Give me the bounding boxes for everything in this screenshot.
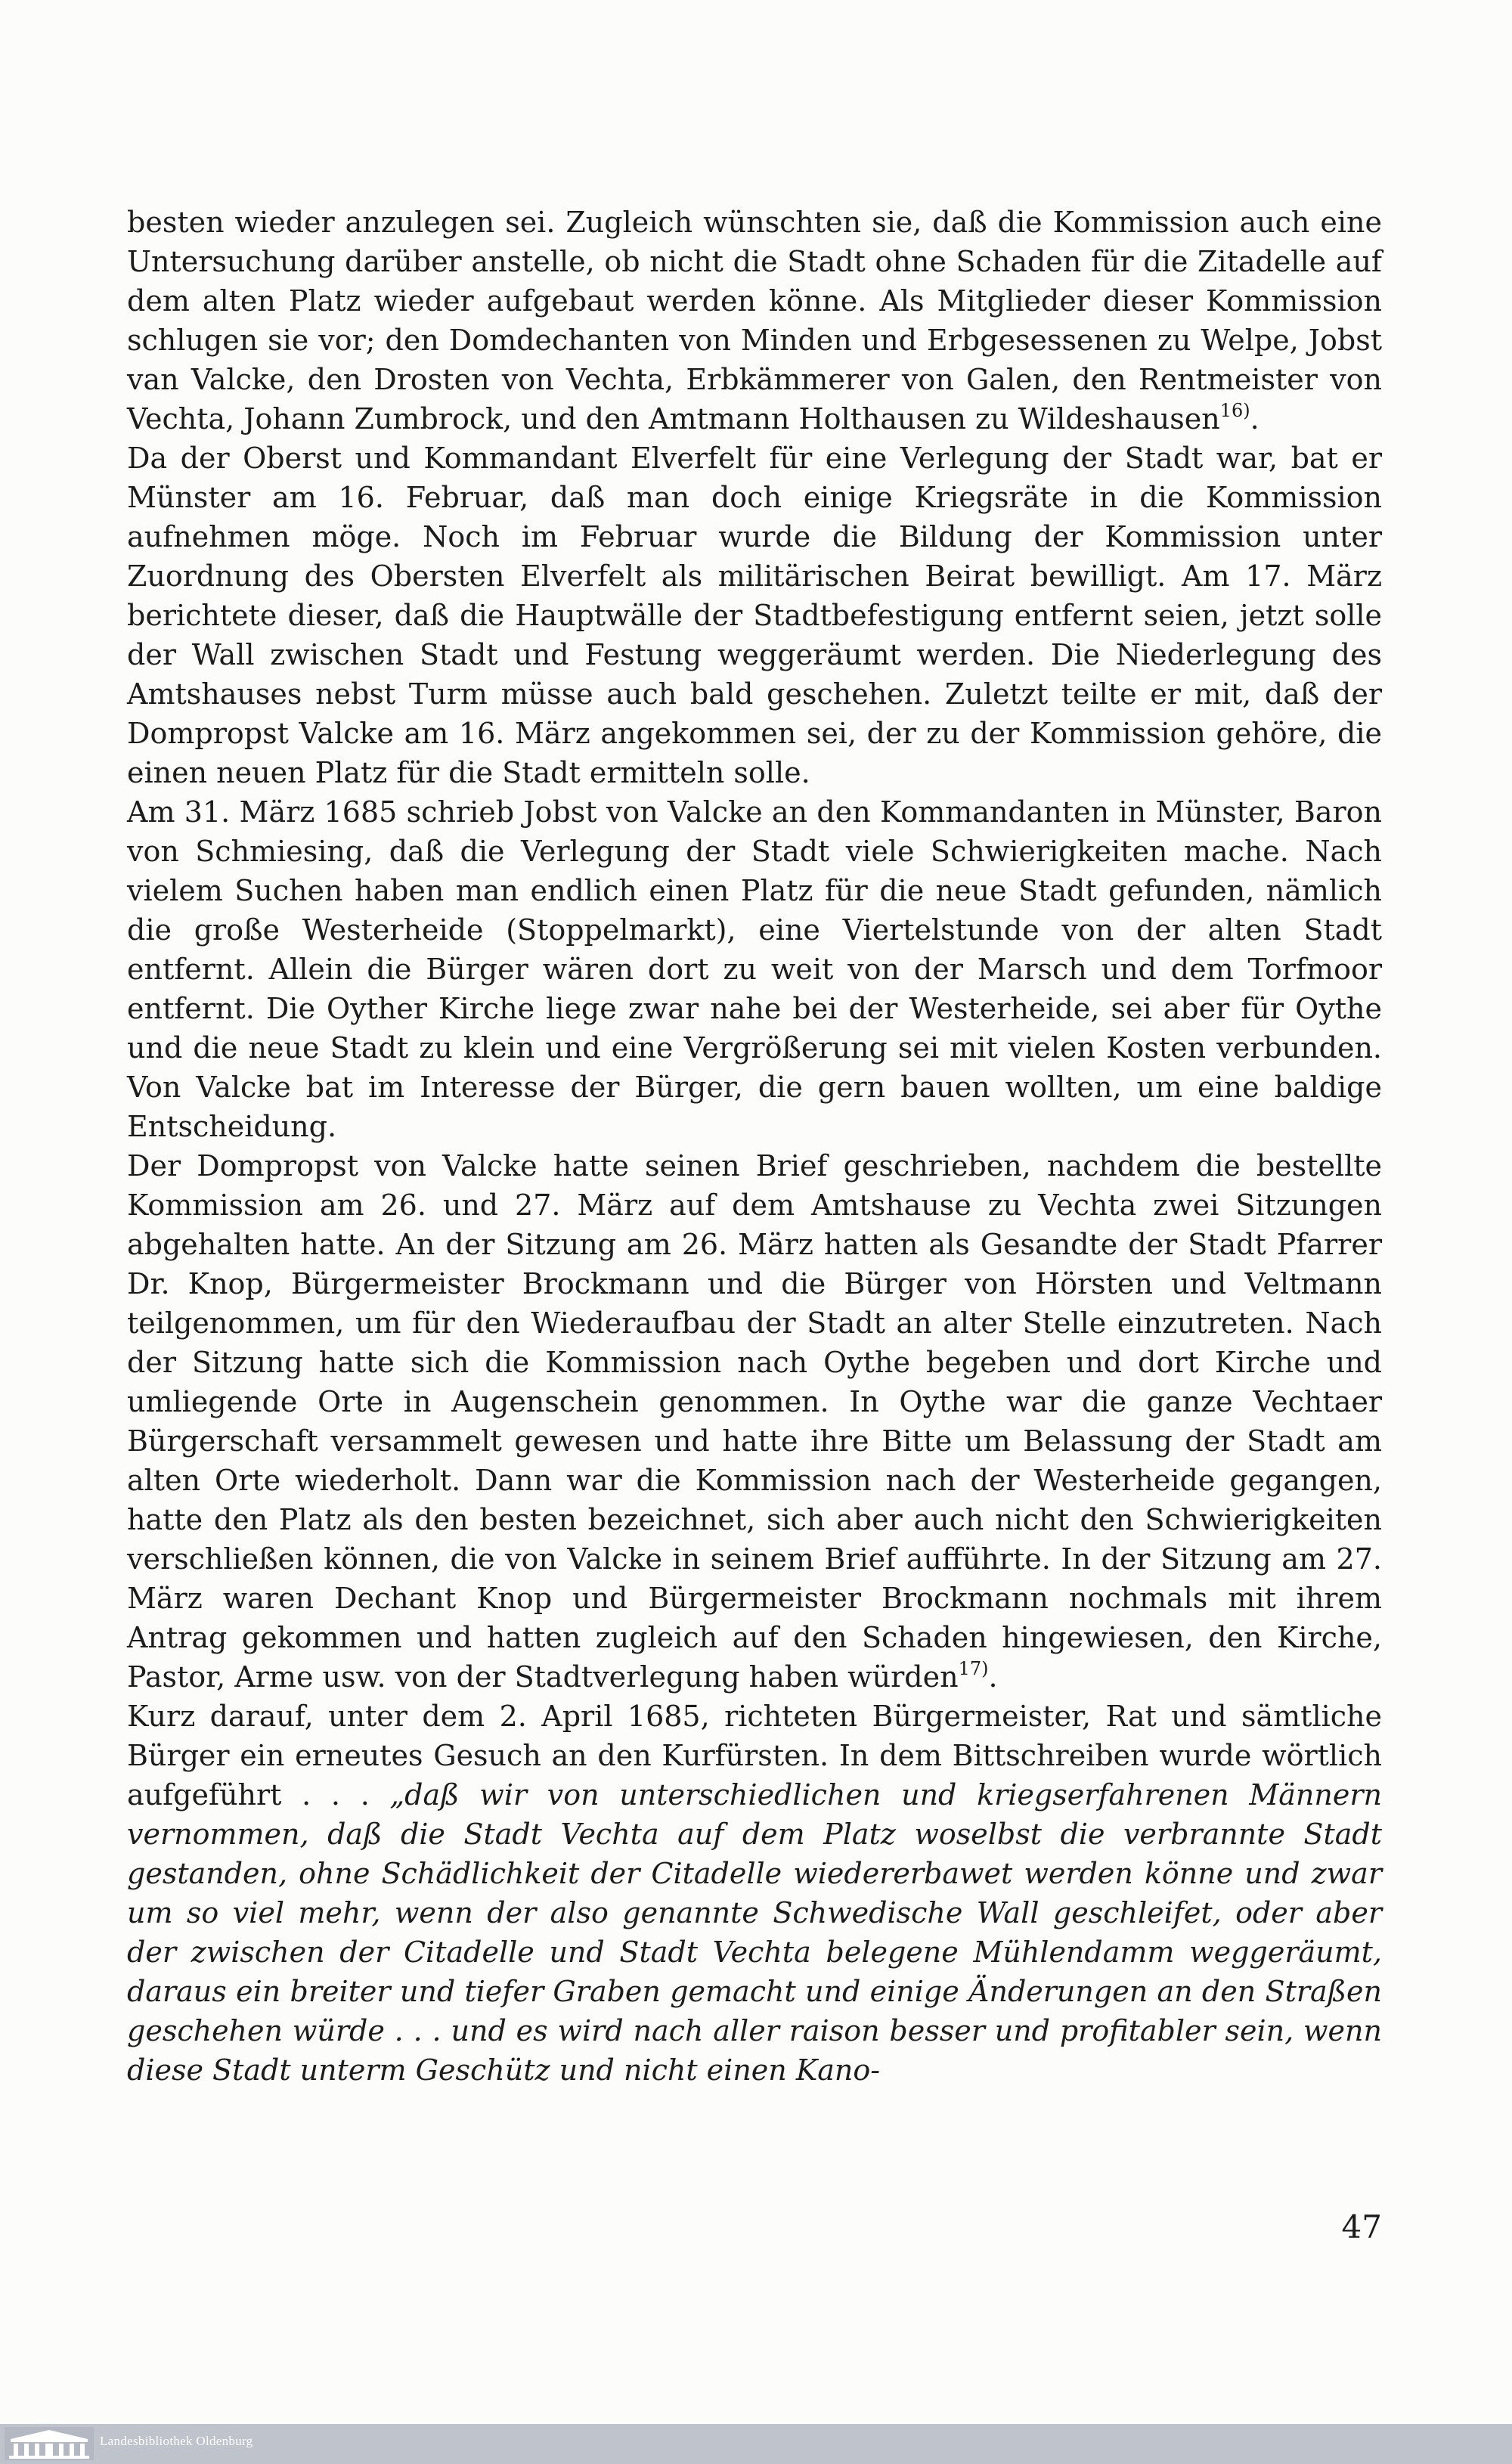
paragraph-1 xyxy=(127,203,1382,439)
paragraph-2-text: Da der Oberst und Kommandant Elverfelt für eine Verlegung der Stadt war, bat er Münster am 16. Februar, daß man doch einige Kriegsräte in die Kommission aufnehmen möge. Noch im Februar wurde die Bildung der Kommission unter Zuordnung des Obersten Elverfelt als militärischen Beirat bewilligt. Am 17. März berichtete dieser, daß die Hauptwälle der Stadtbefestigung entfernt seien, jetzt solle der Wall zwischen Stadt und Festung weggeräumt werden. Die Niederlegung des Amtshauses nebst Turm müsse auch bald geschehen. Zuletzt teilte er mit, daß der Dompropst Valcke am 16. März angekommen sei, der zu der Kommission gehöre, die einen neuen Platz für die Stadt ermitteln solle. xyxy=(127,442,1382,789)
body-text xyxy=(127,203,1382,2090)
quotation: „daß wir von unterschiedlichen und kriegserfahrenen Männern vernommen, daß die Stadt Vechta auf dem Platz woselbst die verbrannte Stadt gestanden, ohne Schädlichkeit der Citadelle wiedererbawet werden könne und zwar um so viel mehr, wenn der also genannte Schwedische Wall geschleifet, oder aber der zwischen der Citadelle und Stadt Vechta belegene Mühlendamm weggeräumt, daraus ein breiter und tiefer Graben gemacht und einige Änderungen an den Straßen geschehen würde . . . und es wird nach aller raison besser und profitabler sein, wenn diese Stadt unterm Geschütz und nicht einen Kano- xyxy=(127,1778,1382,2087)
footer-label: Landesbibliothek Oldenburg xyxy=(100,2434,253,2448)
paragraph-1-text: besten wieder anzulegen sei. Zugleich wünschten sie, daß die Kommission auch eine Untersuchung darüber anstelle, ob nicht die Stadt ohne Schaden für die Zitadelle auf dem alten Platz wieder aufgebaut werden könne. Als Mitglieder dieser Kommission schlugen sie vor; den Domdechanten von Minden und Erbgesessenen zu Welpe, Jobst van Valcke, den Drosten von Vechta, Erbkämmerer von Galen, den Rentmeister von Vechta, Johann Zumbrock, und den Amtmann Holthausen zu Wildeshausen xyxy=(127,206,1382,435)
paragraph-1-end: . xyxy=(1250,402,1259,435)
footnote-ref-16: 16) xyxy=(1219,400,1250,421)
paragraph-3-text: Am 31. März 1685 schrieb Jobst von Valcke an den Kommandanten in Münster, Baron von Schmiesing, daß die Verlegung der Stadt viele Schwierigkeiten mache. Nach vielem Suchen haben man endlich einen Platz für die neue Stadt gefunden, nämlich die große Westerheide (Stoppelmarkt), eine Viertelstunde von der alten Stadt entfernt. Allein die Bürger wären dort zu weit von der Marsch und dem Torfmoor entfernt. Die Oyther Kirche liege zwar nahe bei der Westerheide, sei aber für Oythe und die neue Stadt zu klein und eine Vergrößerung sei mit vielen Kosten verbunden. Von Valcke bat im Interesse der Bürger, die gern bauen wollten, um eine baldige Entscheidung. xyxy=(127,795,1382,1143)
footnote-ref-17: 17) xyxy=(958,1658,989,1679)
paragraph-4 xyxy=(127,1146,1382,1697)
paragraph-4-text: Der Dompropst von Valcke hatte seinen Brief geschrieben, nachdem die bestellte Kommission am 26. und 27. März auf dem Amtshause zu Vechta zwei Sitzungen abgehalten hatte. An der Sitzung am 26. März hatten als Gesandte der Stadt Pfarrer Dr. Knop, Bürgermeister Brockmann und die Bürger von Hörsten und Veltmann teilgenommen, um für den Wiederaufbau der Stadt an alter Stelle einzutreten. Nach der Sitzung hatte sich die Kommission nach Oythe begeben und dort Kirche und umliegende Orte in Augenschein genommen. In Oythe war die ganze Vechtaer Bürgerschaft versammelt gewesen und hatte ihre Bitte um Belassung der Stadt am alten Orte wiederholt. Dann war die Kommission nach der Westerheide gegangen, hatte den Platz als den besten bezeichnet, sich aber auch nicht den Schwierigkeiten verschließen können, die von Valcke in seinem Brief aufführte. In der Sitzung am 27. März waren Dechant Knop und Bürgermeister Brockmann nochmals mit ihrem Antrag gekommen und hatten zugleich auf den Schaden hingewiesen, den Kirche, Pastor, Arme usw. von der Stadtverlegung haben würden xyxy=(127,1149,1382,1694)
footer-strip xyxy=(0,2424,1512,2464)
paragraph-5-text: Kurz darauf, unter dem 2. April 1685, richteten Bürgermeister, Rat und sämtliche Bürger ein erneutes Gesuch an den Kurfürsten. In dem Bittschreiben wurde wörtlich aufgeführt . . . xyxy=(127,1700,1382,1812)
paragraph-4-end: . xyxy=(988,1660,998,1694)
page-number: 47 xyxy=(1341,2208,1382,2245)
paragraph-2 xyxy=(127,439,1382,792)
paragraph-3 xyxy=(127,792,1382,1146)
paragraph-5 xyxy=(127,1697,1382,2090)
library-building-icon xyxy=(5,2427,94,2460)
